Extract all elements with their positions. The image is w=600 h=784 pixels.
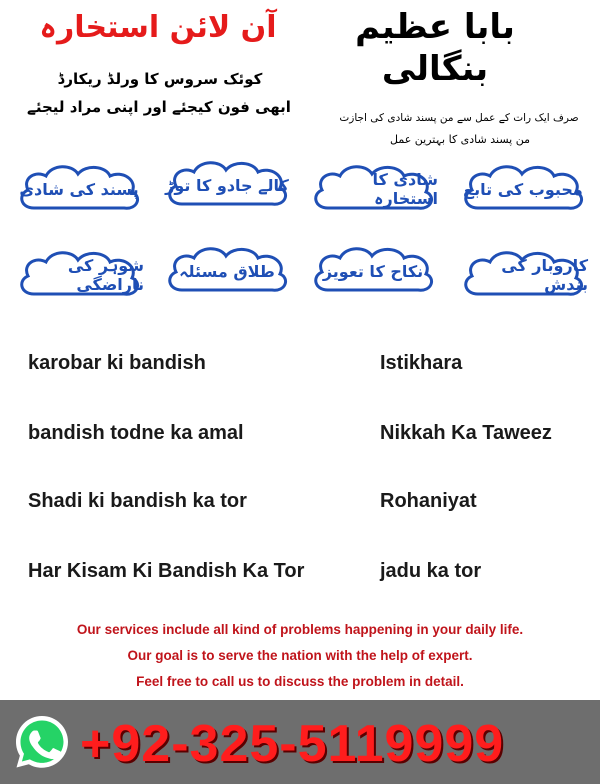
cloud-badge — [458, 246, 588, 304]
cloud-label: کالے جادو کا توڑ — [165, 175, 289, 195]
service-item: Istikhara — [380, 352, 463, 374]
subtitle-call-now: ابھی فون کیجئے اور اپنی مراد لیجئے — [27, 98, 291, 116]
cloud-badge — [308, 160, 438, 218]
subtitle-one-night: صرف ایک رات کے عمل سے من پسند شادی کی اجازت — [339, 112, 579, 124]
title-name-line2: بنگالی — [381, 49, 489, 89]
cloud-badge — [458, 160, 588, 218]
service-item: karobar ki bandish — [28, 352, 206, 374]
service-item: jadu ka tor — [380, 560, 482, 582]
phone-number[interactable]: +92-325-5119999 — [80, 715, 505, 773]
cloud-badge — [308, 242, 438, 300]
whatsapp-icon[interactable] — [12, 712, 72, 772]
cloud-badge — [14, 160, 144, 218]
title-name-line1: بابا عظیم — [355, 7, 515, 47]
cloud-label: شادی کا استخارہ — [372, 170, 438, 208]
title-online-istikhara: آن لائن استخارہ — [39, 10, 277, 45]
cloud-label: طلاق مسئلہ — [179, 261, 275, 281]
subtitle-quick-service: کوئک سروس کا ورلڈ ریکارڈ — [57, 70, 263, 88]
cloud-label: کاروبار کی بندش — [501, 256, 588, 294]
note-line: Feel free to call us to discuss the problem in detail. — [136, 674, 464, 689]
cloud-label: محبوب کی تابع — [463, 179, 583, 199]
whatsapp-glyph — [12, 712, 72, 772]
cloud-badge — [162, 242, 292, 300]
subtitle-best-amal: من پسند شادی کا بہترین عمل — [390, 133, 530, 146]
service-item: Rohaniyat — [380, 490, 477, 512]
service-item: bandish todne ka amal — [28, 422, 244, 444]
note-line: Our goal is to serve the nation with the help of expert. — [127, 648, 473, 663]
service-item: Har Kisam Ki Bandish Ka Tor — [28, 560, 305, 582]
service-item: Shadi ki bandish ka tor — [28, 490, 247, 512]
service-item: Nikkah Ka Taweez — [380, 422, 552, 444]
cloud-badge — [162, 156, 292, 214]
cloud-label: شوہر کی ناراضگی — [67, 256, 144, 294]
note-line: Our services include all kind of problems happening in your daily life. — [76, 622, 524, 637]
cloud-label: پسند کی شادی — [19, 179, 139, 199]
cloud-badge — [14, 246, 144, 304]
cloud-label: نکاح کا تعویز — [322, 261, 424, 281]
